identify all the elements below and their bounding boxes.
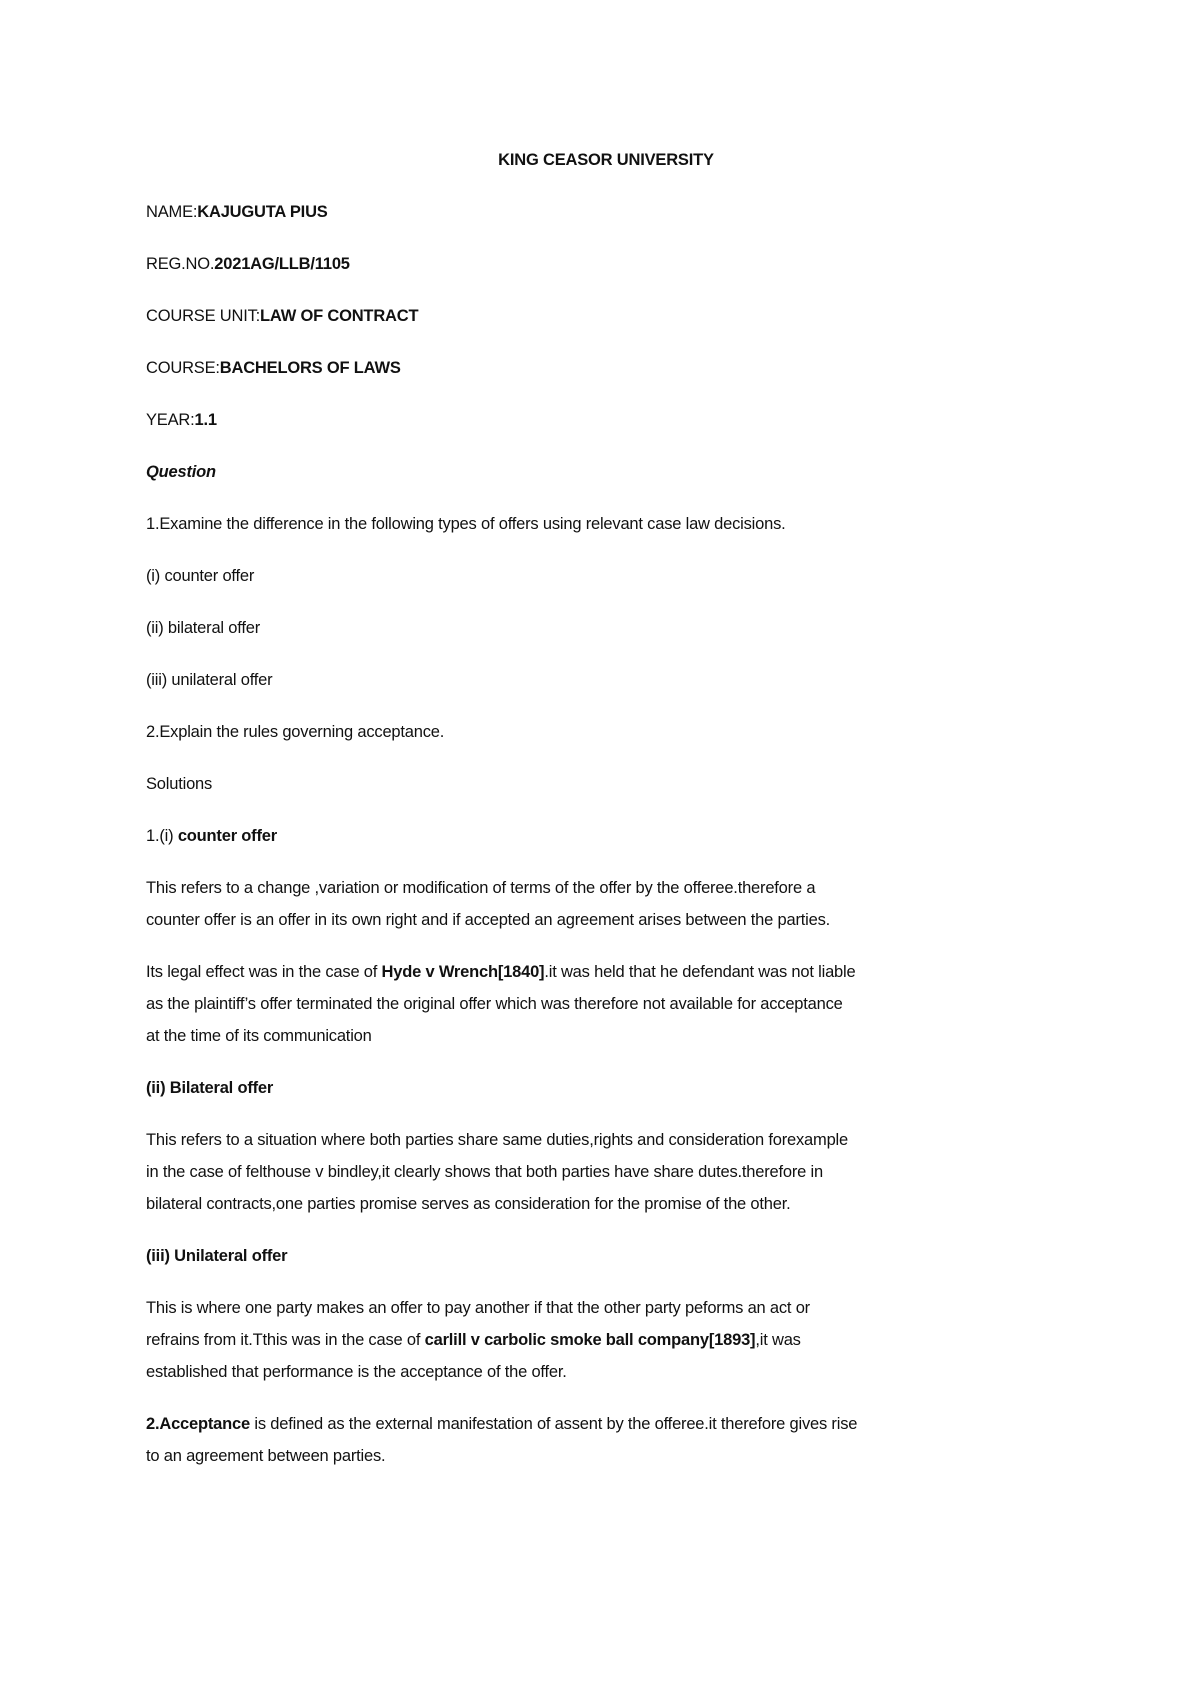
text-run: Hyde v Wrench[1840] [381, 963, 545, 981]
text-line [146, 988, 1066, 1020]
paragraph [146, 560, 1066, 592]
paragraph [146, 300, 1066, 332]
document-title [146, 144, 1066, 176]
text-line [146, 1292, 1066, 1324]
paragraph [146, 1124, 1066, 1220]
text-run: counter offer [177, 827, 277, 845]
text-line [146, 1324, 1066, 1356]
text-line [146, 248, 1066, 280]
paragraph [146, 508, 1066, 540]
text-line [146, 1440, 1066, 1472]
text-line [146, 404, 1066, 436]
text-run: is defined as the external manifestation of assent by the offeree.it therefore gives rise [250, 1415, 858, 1433]
text-run: REG.NO. [146, 255, 215, 273]
text-run: 1.(i) [146, 827, 178, 845]
text-run: This refers to a situation where both parties share same duties,rights and consideration forexample [146, 1131, 848, 1149]
text-line [146, 956, 1066, 988]
paragraph [146, 456, 1066, 488]
text-line [146, 456, 1066, 488]
text-run: to an agreement between parties. [146, 1447, 386, 1465]
text-run: NAME: [146, 203, 198, 221]
text-line [146, 196, 1066, 228]
paragraph [146, 1240, 1066, 1272]
text-run: LAW OF CONTRACT [260, 307, 419, 325]
text-line [146, 300, 1066, 332]
text-line [146, 1020, 1066, 1052]
text-line [146, 872, 1066, 904]
paragraph [146, 716, 1066, 748]
paragraph [146, 352, 1066, 384]
text-line [146, 1156, 1066, 1188]
text-line [146, 1356, 1066, 1388]
text-run: COURSE UNIT: [146, 307, 261, 325]
text-line [146, 560, 1066, 592]
text-line [146, 904, 1066, 936]
text-line [146, 612, 1066, 644]
text-run: bilateral contracts,one parties promise serves as consideration for the promise of the other. [146, 1195, 791, 1213]
text-run: COURSE: [146, 359, 220, 377]
text-run: (ii) Bilateral offer [146, 1079, 274, 1097]
text-line [146, 664, 1066, 696]
text-run: Question [146, 463, 216, 481]
paragraph [146, 664, 1066, 696]
text-line [146, 1124, 1066, 1156]
text-run: .it was held that he defendant was not liable [544, 963, 856, 981]
text-run: 1.Examine the difference in the following types of offers using relevant case law decisions. [146, 515, 786, 533]
text-line [146, 820, 1066, 852]
text-line [146, 508, 1066, 540]
paragraph [146, 1408, 1066, 1472]
text-run: refrains from it.Tthis was in the case of [146, 1331, 425, 1349]
paragraph [146, 248, 1066, 280]
text-run: as the plaintiff’s offer terminated the original offer which was therefore not available for acceptance [146, 995, 843, 1013]
text-line [146, 768, 1066, 800]
text-line [146, 1240, 1066, 1272]
text-run: KAJUGUTA PIUS [197, 203, 328, 221]
text-run: This refers to a change ,variation or modification of terms of the offer by the offeree.therefore a [146, 879, 816, 897]
text-line [146, 352, 1066, 384]
text-line [146, 1188, 1066, 1220]
paragraph [146, 1072, 1066, 1104]
text-run: Its legal effect was in the case of [146, 963, 382, 981]
text-run: carlill v carbolic smoke ball company[1893] [424, 1331, 756, 1349]
text-run: 2.Explain the rules governing acceptance. [146, 723, 445, 741]
text-line [146, 1072, 1066, 1104]
text-run: (iii) Unilateral offer [146, 1247, 288, 1265]
text-run: in the case of felthouse v bindley,it clearly shows that both parties have share dutes.therefore in [146, 1163, 823, 1181]
text-run: 2.Acceptance [146, 1415, 250, 1433]
paragraph [146, 820, 1066, 852]
text-run: 1.1 [194, 411, 217, 429]
text-run: KING CEASOR UNIVERSITY [498, 151, 714, 169]
text-line [146, 716, 1066, 748]
text-run: (i) counter offer [146, 567, 255, 585]
paragraph [146, 768, 1066, 800]
paragraph [146, 196, 1066, 228]
text-run: ,it was [755, 1331, 801, 1349]
text-line [146, 144, 1066, 176]
paragraph [146, 956, 1066, 1052]
text-line [146, 1408, 1066, 1440]
text-run: BACHELORS OF LAWS [219, 359, 401, 377]
text-run: established that performance is the acceptance of the offer. [146, 1363, 567, 1381]
paragraph [146, 1292, 1066, 1388]
document-body [146, 144, 1066, 1492]
paragraph [146, 404, 1066, 436]
text-run: (iii) unilateral offer [146, 671, 273, 689]
text-run: 2021AG/LLB/1105 [214, 255, 350, 273]
paragraph [146, 872, 1066, 936]
text-run: Solutions [146, 775, 213, 793]
text-run: YEAR: [146, 411, 195, 429]
text-run: (ii) bilateral offer [146, 619, 260, 637]
text-run: counter offer is an offer in its own right and if accepted an agreement arises between the parties. [146, 911, 831, 929]
paragraph [146, 612, 1066, 644]
text-run: at the time of its communication [146, 1027, 372, 1045]
text-run: This is where one party makes an offer to pay another if that the other party peforms an act or [146, 1299, 810, 1317]
